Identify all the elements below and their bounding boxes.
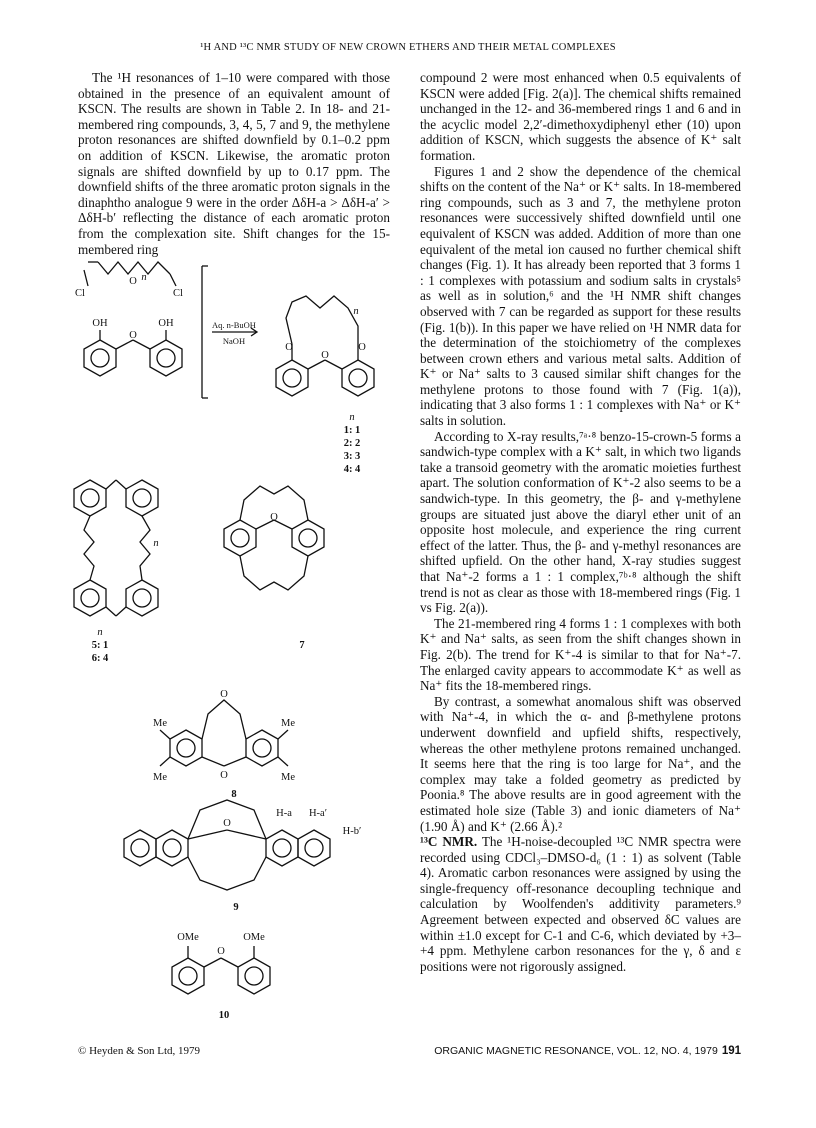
- n-chain-label: n: [141, 272, 147, 283]
- compound-10-ring-right: [238, 958, 270, 994]
- journal-citation: ORGANIC MAGNETIC RESONANCE, VOL. 12, NO. 4, 1979: [434, 1045, 718, 1057]
- compound-9-o-top: O: [223, 818, 231, 829]
- macrocycle-5-6-ring-bl: [74, 580, 106, 616]
- table-5-6-row-2: 6: 4: [91, 653, 109, 664]
- left-paragraph-1: The ¹H resonances of 1–10 were compared with those obtained in the presence of an equivalent amount of KSCN. The results are shown in Table 2. In 18- and 21-membered ring compounds, 3, 4, 5, 7 and 9, the methylene proton resonances are shifted downfield by 0.1–0.2 ppm on addition of KSCN. Likewise, the aromatic proton signals are shifted downfield by up to 0.17 ppm. The downfield shifts of the three aromatic proton signals in the dinaphtho analogue 9 were in the order ΔδH-a > ΔδH-a′ > ΔδH-b′ reflecting the distance of each aromatic proton from the complexation site. Shift changes for the 15-membered ring: [78, 70, 390, 257]
- footer-copyright: © Heyden & Son Ltd, 1979: [78, 1045, 201, 1057]
- compound-8-o-bottom: O: [220, 770, 228, 781]
- compound-8-ring-right: [246, 730, 278, 766]
- oh-left-label: OH: [92, 318, 108, 329]
- dichloride-chain: [98, 262, 170, 274]
- cl-right-label: Cl: [173, 288, 183, 299]
- compound-7-ring-right: [292, 520, 324, 556]
- macrocycle-5-6-ring-tl: [74, 480, 106, 516]
- macrocycle-5-6-ring-br: [126, 580, 158, 616]
- right-paragraph-1: compound 2 were most enhanced when 0.5 equivalents of KSCN were added [Fig. 2(a)]. The chemical shifts remained unchanged in the 12- and 36-membered rings 1 and 6 and in the acyclic model 2,2′-dimethoxydiphenyl ether (10) upon addition of KSCN, which suggests the absence of K⁺ salt formation.: [420, 70, 741, 163]
- label-9: 9: [233, 902, 239, 913]
- chemical-structures-scheme: [60, 250, 400, 1030]
- table-5-6-header: n: [97, 627, 103, 638]
- h-a-label: H-a: [276, 808, 292, 819]
- right-paragraph-4: The 21-membered ring 4 forms 1 : 1 complexes with both K⁺ and Na⁺ salts, as seen from the shift changes shown in Fig. 2(b). The trend for K⁺-4 is similar to that for Na⁺-7. The enlarged cavity appears to accommodate K⁺ as well as Na⁺ fits the 18-membered rings.: [420, 615, 741, 694]
- product-ring-left: [276, 360, 308, 396]
- right-paragraph-2: Figures 1 and 2 show the dependence of the chemical shifts on the content of the Na⁺ or K⁺ salts. In 18-membered ring compounds, such as 3 and 7, the methylene proton resonances were successively shifted downfield until one equivalent of KSCN was added. Addition of more than one equivalent of the metal ion caused no further chemical shift changes (Fig. 1). It has already been reported that 3 forms 1 : 1 complexes with potassium and sodium salts in crystals⁵ as well as in solution,⁶ and the ¹H NMR shift changes observed with 7 can be regarded as support for these results (Fig. 1(b)). In this paper we have relied on ¹H NMR data for the determination of the stoichiometry of the complexes between crown ethers and various metal salts. Addition of K⁺ or Na⁺ salts to 3 caused similar shift changes for the methylene protons to those found with 7 (Fig. 1(a)), indicating that 3 also forms 1 : 1 complexes with Na⁺ or K⁺ salts in solution.: [420, 163, 741, 429]
- compound-8-me-tr: Me: [281, 718, 295, 729]
- o-chain-label: O: [129, 276, 137, 287]
- compound-9-ring-c: [266, 830, 298, 866]
- product-o-right: O: [358, 342, 366, 353]
- compound-7-ring-left: [224, 520, 256, 556]
- phenol-ring-right: [150, 340, 182, 376]
- right-column: [420, 70, 741, 974]
- compound-9-ring-d: [298, 830, 330, 866]
- right-paragraph-6: [420, 834, 741, 974]
- h-a-prime-label: H-a′: [308, 808, 328, 819]
- compound-8-o-top: O: [220, 689, 228, 700]
- table-5-6-row-1: 5: 1: [91, 640, 109, 651]
- compound-8-me-bl: Me: [153, 772, 167, 783]
- product-o-ether: O: [321, 350, 329, 361]
- right-paragraph-3: According to X-ray results,⁷ᵃ·⁸ benzo-15-crown-5 forms a sandwich-type complex with a K⁺ salt, in which two ligands take a transoid geometry with the aromatic moieties furthest apart. The solution conformation of K⁺-2 also seems to be a sandwich-type. In this geometry, the β- and γ-methylene groups are situated just above the diaryl ether unit of an opposite host molecule, and experience the ring current effect of the latter. Thus, the β- and γ-methyl resonances are shifted upfield. On the other hand, X-ray studies suggest that Na⁺-2 forms a 1 : 1 complex,⁷ᵇ·⁸ although the shift trend is not as clear as those with 18-membered rings (Fig. 1 vs Fig. 2(a)).: [420, 428, 741, 616]
- reagent-top-label: Aq. n-BuOH: [212, 320, 256, 330]
- table-1-4-row-4: 4: 4: [343, 464, 361, 475]
- oh-right-label: OH: [158, 318, 174, 329]
- compound-10-ome-left: OMe: [177, 932, 199, 943]
- compound-7-o-top: O: [270, 512, 278, 523]
- cl-left-label: Cl: [75, 288, 85, 299]
- compound-9-ring-b: [156, 830, 188, 866]
- h-b-prime-label: H-b′: [342, 826, 362, 837]
- c13-text: The ¹H-noise-decoupled ¹³C NMR spectra were recorded using CDCl₃–DMSO-d₆ (1 : 1) as solvent (Table 4). Aromatic carbon resonances were assigned by using the single-frequency off-resonance decoupling technique and calculation by Woolfenden's additivity parameters.⁹ Agreement between expected and observed δC values are within ±1.0 except for C-1 and C-6, which deviated by +3–+4 ppm. Methylene carbon resonances for the γ, δ and ε positions were not rigorously assigned.: [420, 834, 741, 974]
- product-ring-right: [342, 360, 374, 396]
- table-1-4-row-3: 3: 3: [343, 451, 361, 462]
- product-o-left: O: [285, 342, 293, 353]
- label-8: 8: [231, 789, 237, 800]
- table-1-4-header: n: [349, 412, 355, 423]
- label-7: 7: [299, 640, 305, 651]
- running-title: ¹H AND ¹³C NMR STUDY OF NEW CROWN ETHERS AND THEIR METAL COMPLEXES: [200, 42, 616, 53]
- table-1-4-row-2: 2: 2: [343, 438, 361, 449]
- footer-journal: [434, 1045, 741, 1057]
- macrocycle-5-6-ring-tr: [126, 480, 158, 516]
- compound-8-me-tl: Me: [153, 718, 167, 729]
- page-number: 191: [721, 1045, 741, 1057]
- compound-8-ring-left: [170, 730, 202, 766]
- compound-8-me-br: Me: [281, 772, 295, 783]
- table-1-4-row-1: 1: 1: [343, 425, 361, 436]
- o-ether-label: O: [129, 330, 137, 341]
- c13-heading: ¹³C NMR.: [420, 834, 478, 850]
- compound-9-ring-a: [124, 830, 156, 866]
- phenol-ring-left: [84, 340, 116, 376]
- right-paragraph-5: By contrast, a somewhat anomalous shift was observed with Na⁺-4, in which the α- and β-methylene protons underwent downfield and upfield shifts, respectively, whereas the other methylene protons remained unchanged. It seems here that the ring is too large for Na⁺, and the complex may take a folded geometry as predicted by Poonia.⁸ The above results are in good agreement with the estimated hole size (Table 3) and ionic diameters of Na⁺ (1.90 Å) and K⁺ (2.66 Å).²: [420, 693, 741, 834]
- n-5-6-label: n: [153, 538, 159, 549]
- left-column: [78, 70, 390, 257]
- compound-10-ome-right: OMe: [243, 932, 265, 943]
- compound-10-o-ether: O: [217, 946, 225, 957]
- label-10: 10: [218, 1010, 230, 1021]
- compound-10-ring-left: [172, 958, 204, 994]
- reagent-bottom-label: NaOH: [222, 336, 246, 346]
- product-n: n: [353, 306, 359, 317]
